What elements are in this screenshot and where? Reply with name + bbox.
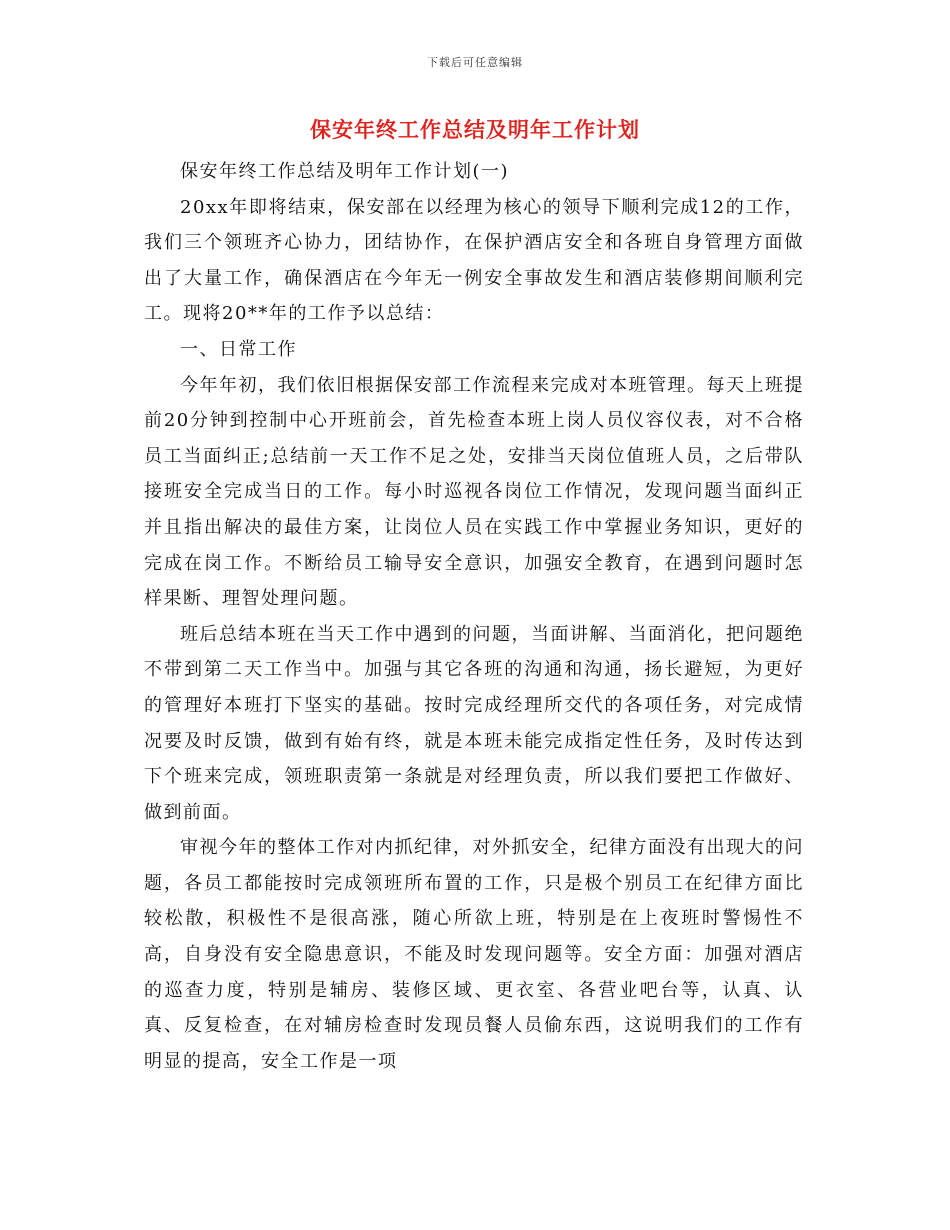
paragraph-intro: 20xx年即将结束，保安部在以经理为核心的领导下顺利完成12的工作，我们三个领班齐心协力，团结协作，在保护酒店安全和各班自身管理方面做出了大量工作，确保酒店在今年无一例安全事故发生和酒店装修期间顺利完工。现将20**年的工作予以总结：: [144, 196, 804, 325]
document-body: [144, 154, 804, 1079]
paragraph-daily-work: 今年年初，我们依旧根据保安部工作流程来完成对本班管理。每天上班提前20分钟到控制中心开班前会，首先检查本班上岗人员仪容仪表，对不合格员工当面纠正;总结前一天工作不足之处，安排当天岗位值班人员，之后带队接班安全完成当日的工作。每小时巡视各岗位工作情况，发现问题当面纠正并且指出解决的最佳方案，让岗位人员在实践工作中掌握业务知识，更好的完成在岗工作。不断给员工输导安全意识，加强安全教育，在遇到问题时怎样果断、理智处理问题。: [144, 374, 804, 610]
paragraph-after-shift: 班后总结本班在当天工作中遇到的问题，当面讲解、当面消化，把问题绝不带到第二天工作当中。加强与其它各班的沟通和沟通，扬长避短，为更好的管理好本班打下坚实的基础。按时完成经理所交代的各项任务，对完成情况要及时反馈，做到有始有终，就是本班未能完成指定性任务，及时传达到下个班来完成，领班职责第一条就是对经理负责，所以我们要把工作做好、做到前面。: [144, 623, 804, 823]
paragraph-review: 审视今年的整体工作对内抓纪律，对外抓安全，纪律方面没有出现大的问题，各员工都能按时完成领班所布置的工作，只是极个别员工在纪律方面比较松散，积极性不是很高涨，随心所欲上班，特别是在上夜班时警惕性不高，自身没有安全隐患意识，不能及时发现问题等。安全方面：加强对酒店的巡查力度，特别是辅房、装修区域、更衣室、各营业吧台等，认真、认真、反复检查，在对辅房检查时发现员餐人员偷东西，这说明我们的工作有明显的提高，安全工作是一项: [144, 837, 804, 1072]
section-heading: 一、日常工作: [180, 338, 297, 360]
header-note: 下载后可任意编辑: [427, 56, 523, 69]
paragraph-subtitle: 保安年终工作总结及明年工作计划(一): [180, 161, 510, 182]
document-title: 保安年终工作总结及明年工作计划: [310, 117, 640, 142]
